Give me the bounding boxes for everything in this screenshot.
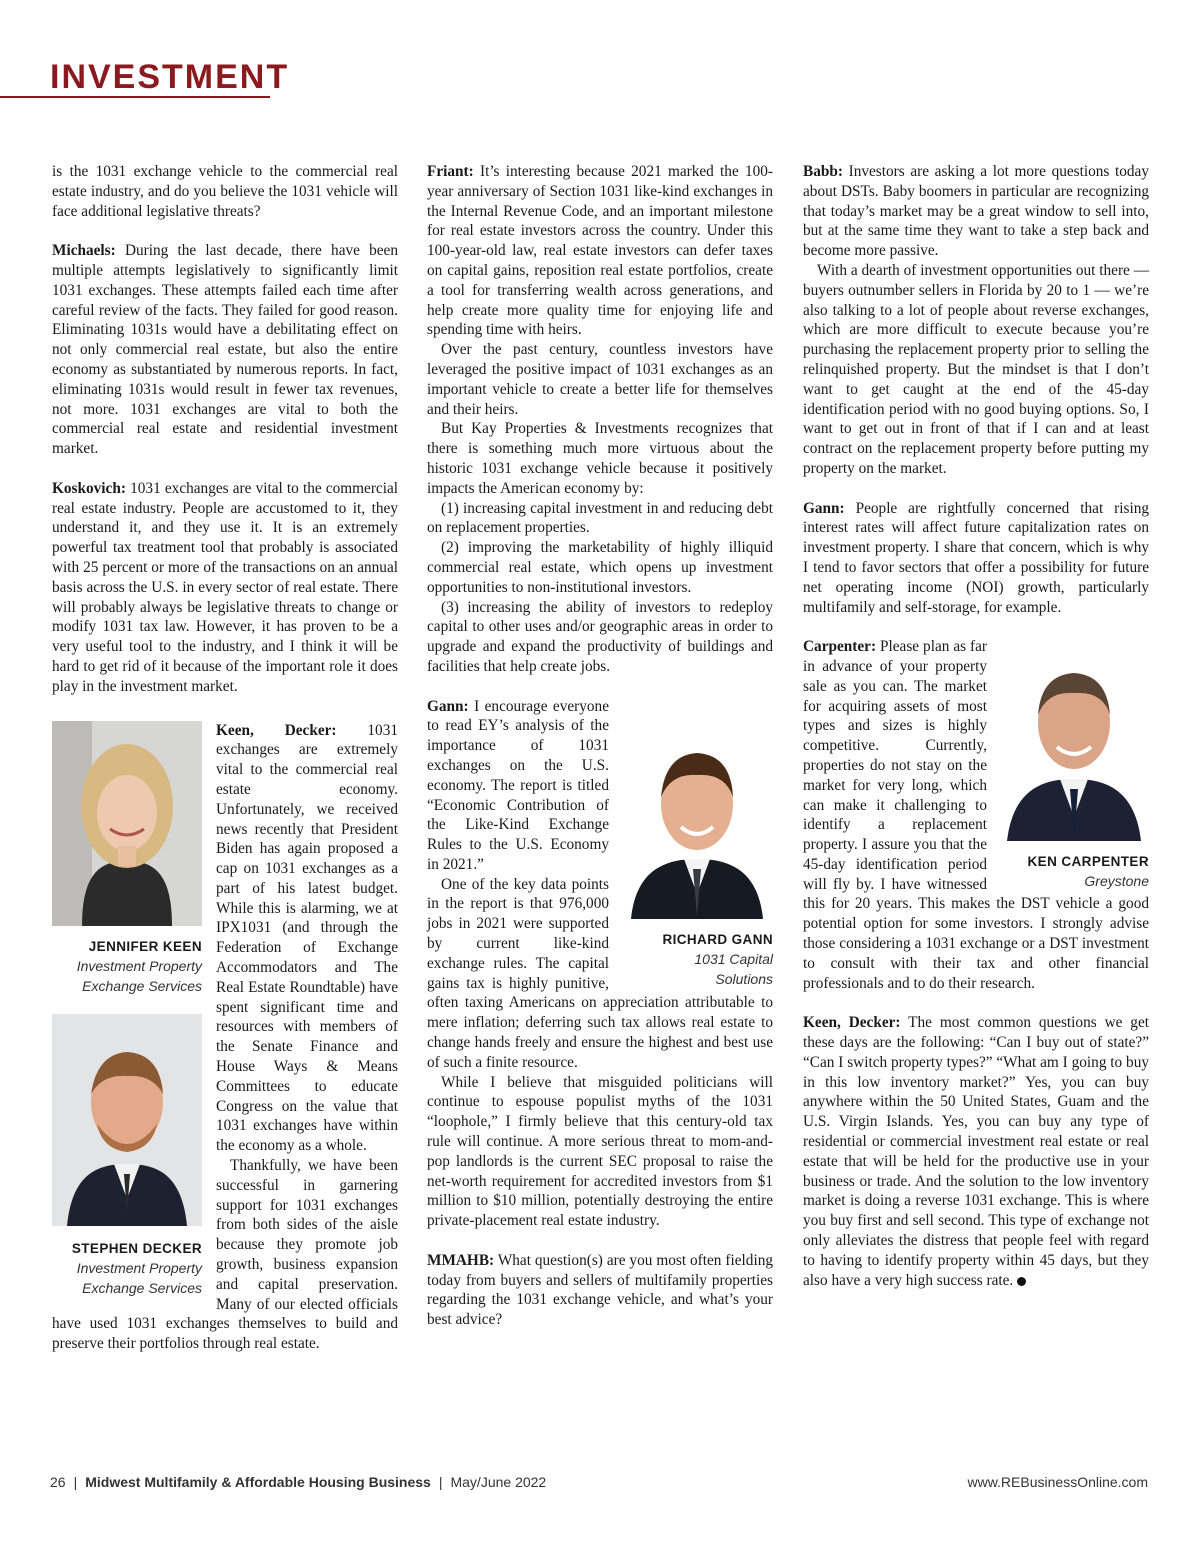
paragraph: Thankfully, we have been successful in garnering support for 1031 exchanges from both sides of the aisle because they promote job growth, business expansion and capital preservation. Many of our elected officials have used 1031 exchanges themselves to build and preserve their portfolios through real estate. [52, 1157, 398, 1353]
ken-carpenter-photo [999, 639, 1149, 841]
footer-separator: | [73, 1474, 78, 1490]
speaker-label: Koskovich: [52, 479, 126, 497]
paragraph-mmahb [427, 1251, 773, 1330]
caption-org: 1031 Capital [694, 950, 773, 967]
jennifer-keen-photo [52, 721, 202, 926]
paragraph-text: The most common questions we get these days are the following: “Can I buy out of state?” “Can I switch property types?” “What am I going to buy in this low inventory market?” Yes, you can buy anywhere within the 50 United States, Guam and the U.S. Virgin Islands. Yes, you can buy any type of residential or commercial investment real estate or real estate that will be held for the productive use in your business or trade. And the solution to the low inventory market is doing a reverse 1031 exchange. This is where you buy first and sell second. This type of exchange not only alleviates the distress that people feel with regard to having to identify property within 45 days, but they also have a very high success rate. [803, 1014, 1149, 1289]
footer-left [50, 1474, 546, 1490]
speaker-label: Friant: [427, 163, 474, 180]
paragraph-text: Investors are asking a lot more questions today about DSTs. Baby boomers in particular are recognizing that today’s market may be a great window to sell into, but at the same time they want to take a step back and become more passive. [803, 163, 1149, 260]
caption-org: Solutions [715, 970, 773, 987]
carpenter-block [803, 637, 1149, 993]
paragraph: While I believe that misguided politicians will continue to espouse populist myths of the 1031 “loophole,” I firmly believe that this century-old tax rule will continue. A more serious threat to mom-and-pop landlords is the current SEC proposal to raise the net-worth requirement for accredited investors from $1 million to $10 million, potentially destroying the entire private-placement real estate industry. [427, 1073, 773, 1230]
speaker-label: Carpenter: [803, 638, 877, 656]
article-column-1 [52, 162, 398, 1354]
caption-name: STEPHEN DECKER [71, 1240, 202, 1256]
speaker-label: Michaels: [52, 242, 116, 260]
paragraph: (2) improving the marketability of highly illiquid commercial real estate, which opens up investment opportunities to non-institutional investors. [427, 539, 773, 596]
ken-carpenter-portrait-icon [999, 639, 1149, 841]
gann-photo-wrap [621, 719, 773, 989]
paragraph-text: What question(s) are you most often fielding today from buyers and sellers of multifamily properties regarding the 1031 exchange vehicle, and what’s your best advice? [427, 1251, 773, 1329]
paragraph-text: It’s interesting because 2021 marked the 100-year anniversary of Section 1031 like-kind exchanges in the Internal Revenue Code, and an important milestone for real estate investors across the country. Under this 100-year-old law, real estate investors can defer taxes on capital gains, reposition real estate portfolios, create a tool for transferring wealth across generations, and help create more quality time for enjoying life and spending time with heirs. [427, 163, 773, 339]
speaker-label: Babb: [803, 163, 843, 180]
website-link[interactable]: www.REBusinessOnline.com [967, 1474, 1148, 1490]
paragraph: (3) increasing the ability of investors to redeploy capital to other uses and/or geographic areas in order to upgrade and expand the productivity of buildings and facilities that help create jobs. [427, 598, 773, 675]
stephen-decker-portrait-icon [52, 1014, 202, 1226]
paragraph: One of the key data points in the report is that 976,000 jobs in 2021 were supported by current like-kind exchange rules. The capital gains tax is highly punitive, often taxing Americans on appreciation attributable to mere inflation; deferring such tax allows real estate to change hands freely and ensure the highest and best use of such a finite resource. [427, 875, 773, 1071]
richard-gann-caption [621, 931, 773, 989]
ken-carpenter-caption [999, 853, 1149, 891]
end-of-article-bullet-icon [1017, 1277, 1026, 1286]
paragraph-friant [427, 162, 773, 340]
paragraph: (1) increasing capital investment in and reducing debt on replacement properties. [427, 499, 773, 537]
jennifer-keen-portrait-icon [52, 721, 202, 926]
gann-block [427, 697, 773, 1232]
stephen-decker-photo [52, 1014, 202, 1226]
paragraph-text: People are rightfully concerned that rising interest rates will affect future capitalization rates on investment property. I share that concern, which is why I tend to favor sectors that offer a possibility for future net operating income (NOI) growth, particularly multifamily and self-storage, for example. [803, 499, 1149, 616]
article-column-3 [803, 162, 1149, 1290]
publication-name: Midwest Multifamily & Affordable Housing Business [85, 1474, 431, 1490]
speaker-label: MMAHB: [427, 1251, 495, 1269]
footer-separator: | [438, 1474, 443, 1490]
caption-org: Exchange Services [82, 1279, 202, 1296]
carpenter-photo-wrap [999, 639, 1149, 891]
paragraph: But Kay Properties & Investments recognizes that there is something much more virtuous about the historic 1031 exchange vehicle because it positively impacts the American economy by: [427, 420, 773, 497]
richard-gann-portrait-icon [621, 719, 773, 919]
speaker-label: Gann: [427, 697, 469, 715]
caption-org: Investment Property [76, 957, 202, 974]
caption-name: JENNIFER KEEN [88, 938, 202, 954]
speaker-label: Keen, Decker: [803, 1014, 901, 1032]
page-number: 26 [50, 1474, 66, 1490]
paragraph-text: 1031 exchanges are vital to the commercial real estate industry. People are accustomed to it, they understand it, and they use it. It is an extremely powerful tax treatment tool that probably is associated with 25 percent or more of the transactions on an annual basis across the U.S. in every sector of real estate. There will probably always be legislative threats to change or modify 1031 tax law. However, it has proven to be a very useful tool to the industry, and I think it will be hard to get rid of it because of the important role it does play in the investment market. [52, 479, 399, 695]
paragraph-babb [803, 162, 1149, 261]
paragraph: Over the past century, countless investors have leveraged the positive impact of 1031 exchanges as an important vehicle to create a better life for themselves and their heirs. [427, 341, 773, 418]
paragraph-text: Please plan as far in advance of your property sale as you can. The market for acquiring assets of most types and sizes is highly competitive. Currently, properties do not stay on the market for very long, which can make it challenging to identify a replacement property. I assure you that the 45-day identification period will fly by. I have witnessed this for 20 years. This makes the DST vehicle a good potential option for some investors. I strongly advise those considering a 1031 exchange or a DST investment to consult with their tax and other financial professionals and to do their research. [803, 638, 1149, 992]
richard-gann-photo [621, 719, 773, 919]
paragraph-michaels [52, 241, 398, 459]
caption-org: Greystone [1084, 873, 1149, 890]
jennifer-keen-caption [52, 938, 202, 996]
caption-name: KEN CARPENTER [1027, 854, 1149, 870]
paragraph-keen-decker [803, 1013, 1149, 1290]
paragraph-koskovich [52, 479, 398, 697]
paragraph: With a dearth of investment opportunities out there — buyers outnumber sellers in Florida by 20 to 1 — we’re also talking to a lot of people about reverse exchanges, which are more difficult to execute because you’re purchasing the replacement property prior to selling the relinquished property. But the mindset is that I don’t want to get caught at the end of the 45-day identification period with no good buying options. So, I want to get out in front of that if I can and at least contract on the replacement property before putting my property on the market. [803, 261, 1149, 477]
article-column-2 [427, 162, 773, 1330]
caption-name: RICHARD GANN [662, 931, 773, 947]
photo-stack [52, 721, 202, 1298]
paragraph: is the 1031 exchange vehicle to the commercial real estate industry, and do you believe the 1031 vehicle will face additional legislative threats? [52, 163, 398, 220]
speaker-label: Keen, Decker: [216, 721, 337, 739]
paragraph-gann [803, 499, 1149, 618]
issue-date: May/June 2022 [450, 1474, 547, 1490]
paragraph-text: I encourage everyone to read EY’s analysis of the importance of 1031 exchanges on the U.S. economy. The report is titled “Economic Contribution of the Like-Kind Exchange Rules to the U.S. Economy in 2021.” [427, 697, 609, 873]
stephen-decker-caption [52, 1240, 202, 1298]
caption-org: Investment Property [76, 1259, 202, 1276]
speaker-label: Gann: [803, 499, 845, 517]
keen-decker-block [52, 721, 398, 1355]
caption-org: Exchange Services [82, 977, 202, 994]
section-title-rule [0, 96, 270, 98]
paragraph-text: During the last decade, there have been multiple attempts legislatively to significantly limit 1031 exchanges. These attempts failed each time after careful review of the facts. They failed for good reason. Eliminating 1031s would have a debilitating effect on not only commercial real estate, but also the entire economy as substantiated by numerous reports. In fact, eliminating 1031s would result in fewer tax revenues, not more. 1031 exchanges are vital to both the commercial real estate and residential investment market. [52, 242, 398, 458]
section-title: INVESTMENT [50, 58, 290, 96]
paragraph-text: 1031 exchanges are extremely vital to the commercial real estate economy. Unfortunately, we received news recently that President Biden has again proposed a cap on 1031 exchanges as a part of his latest budget. While this is alarming, we at IPX1031 (and through the Federation of Exchange Accommodators and The Real Estate Roundtable) have spent significant time and resources with members of the Senate Finance and House Ways & Means Committees to educate Congress on the value that 1031 exchanges have within the economy as a whole. [216, 721, 398, 1155]
